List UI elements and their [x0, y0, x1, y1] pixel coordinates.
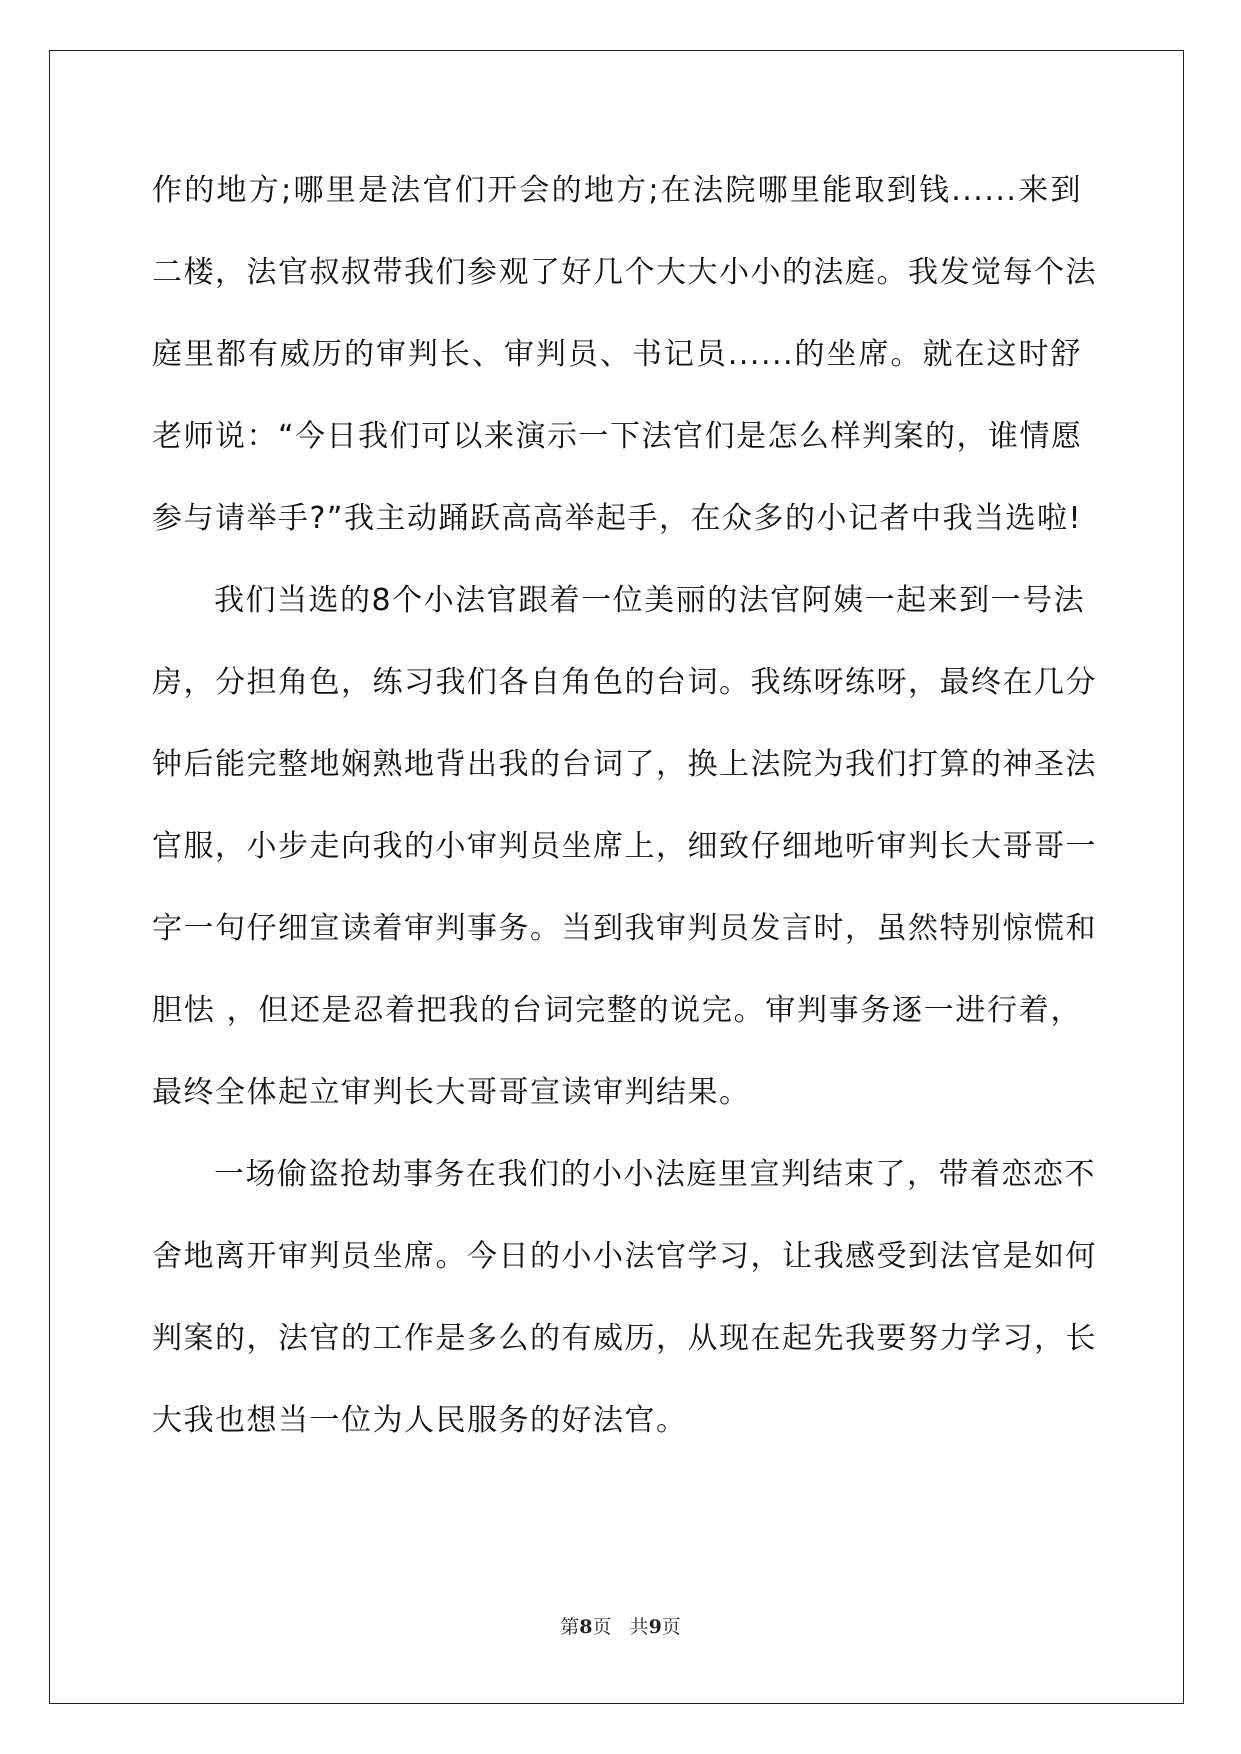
text-line: 作的地方;哪里是法官们开会的地方;在法院哪里能取到钱......来到: [152, 173, 1082, 208]
document-body: [152, 150, 1097, 1462]
text-line: 一场偷盗抢劫事务在我们的小小法庭里宣判结束了，带着恋恋不: [214, 1157, 1096, 1192]
text-line: 参与请举手?”我主动踊跃高高举起手，在众多的小记者中我当选啦!: [152, 501, 1082, 536]
footer-suffix: 页: [661, 1616, 681, 1638]
text-line: 庭里都有威历的审判长、审判员、书记员......的坐席。就在这时舒: [152, 337, 1082, 372]
text-line: 二楼，法官叔叔带我们参观了好几个大大小小的法庭。我发觉每个法: [152, 255, 1097, 290]
text-line: 舍地离开审判员坐席。今日的小小法官学习，让我感受到法官是如何: [152, 1239, 1097, 1274]
text-line: 字一句仔细宣读着审判事务。当到我审判员发言时，虽然特别惊慌和: [152, 911, 1097, 946]
footer-prefix: 第: [560, 1616, 580, 1638]
text-line: 胆怯 ，但还是忍着把我的台词完整的说完。审判事务逐一进行着，: [152, 993, 1082, 1028]
text-line: 老师说：“今日我们可以来演示一下法官们是怎么样判案的，谁情愿: [152, 419, 1083, 454]
text-line: 官服，小步走向我的小审判员坐席上，细致仔细地听审判长大哥哥一: [152, 829, 1097, 864]
paragraph-2: [152, 560, 1097, 1134]
footer-mid: 页 共: [592, 1616, 649, 1638]
text-line: 房，分担角色，练习我们各自角色的台词。我练呀练呀，最终在几分: [152, 665, 1097, 700]
text-line: 钟后能完整地娴熟地背出我的台词了，换上法院为我们打算的神圣法: [152, 747, 1097, 782]
text-line: 大我也想当一位为人民服务的好法官。: [152, 1403, 688, 1438]
page-footer: [0, 1612, 1241, 1639]
paragraph-3: [152, 1134, 1097, 1462]
total-page-number: 9: [648, 1616, 662, 1638]
paragraph-1: [152, 150, 1097, 560]
text-line: 最终全体起立审判长大哥哥宣读审判结果。: [152, 1075, 751, 1110]
text-line: 我们当选的8个小法官跟着一位美丽的法官阿姨一起来到一号法: [214, 583, 1086, 618]
current-page-number: 8: [579, 1616, 593, 1638]
text-line: 判案的，法官的工作是多么的有威历，从现在起先我要努力学习，长: [152, 1321, 1097, 1356]
